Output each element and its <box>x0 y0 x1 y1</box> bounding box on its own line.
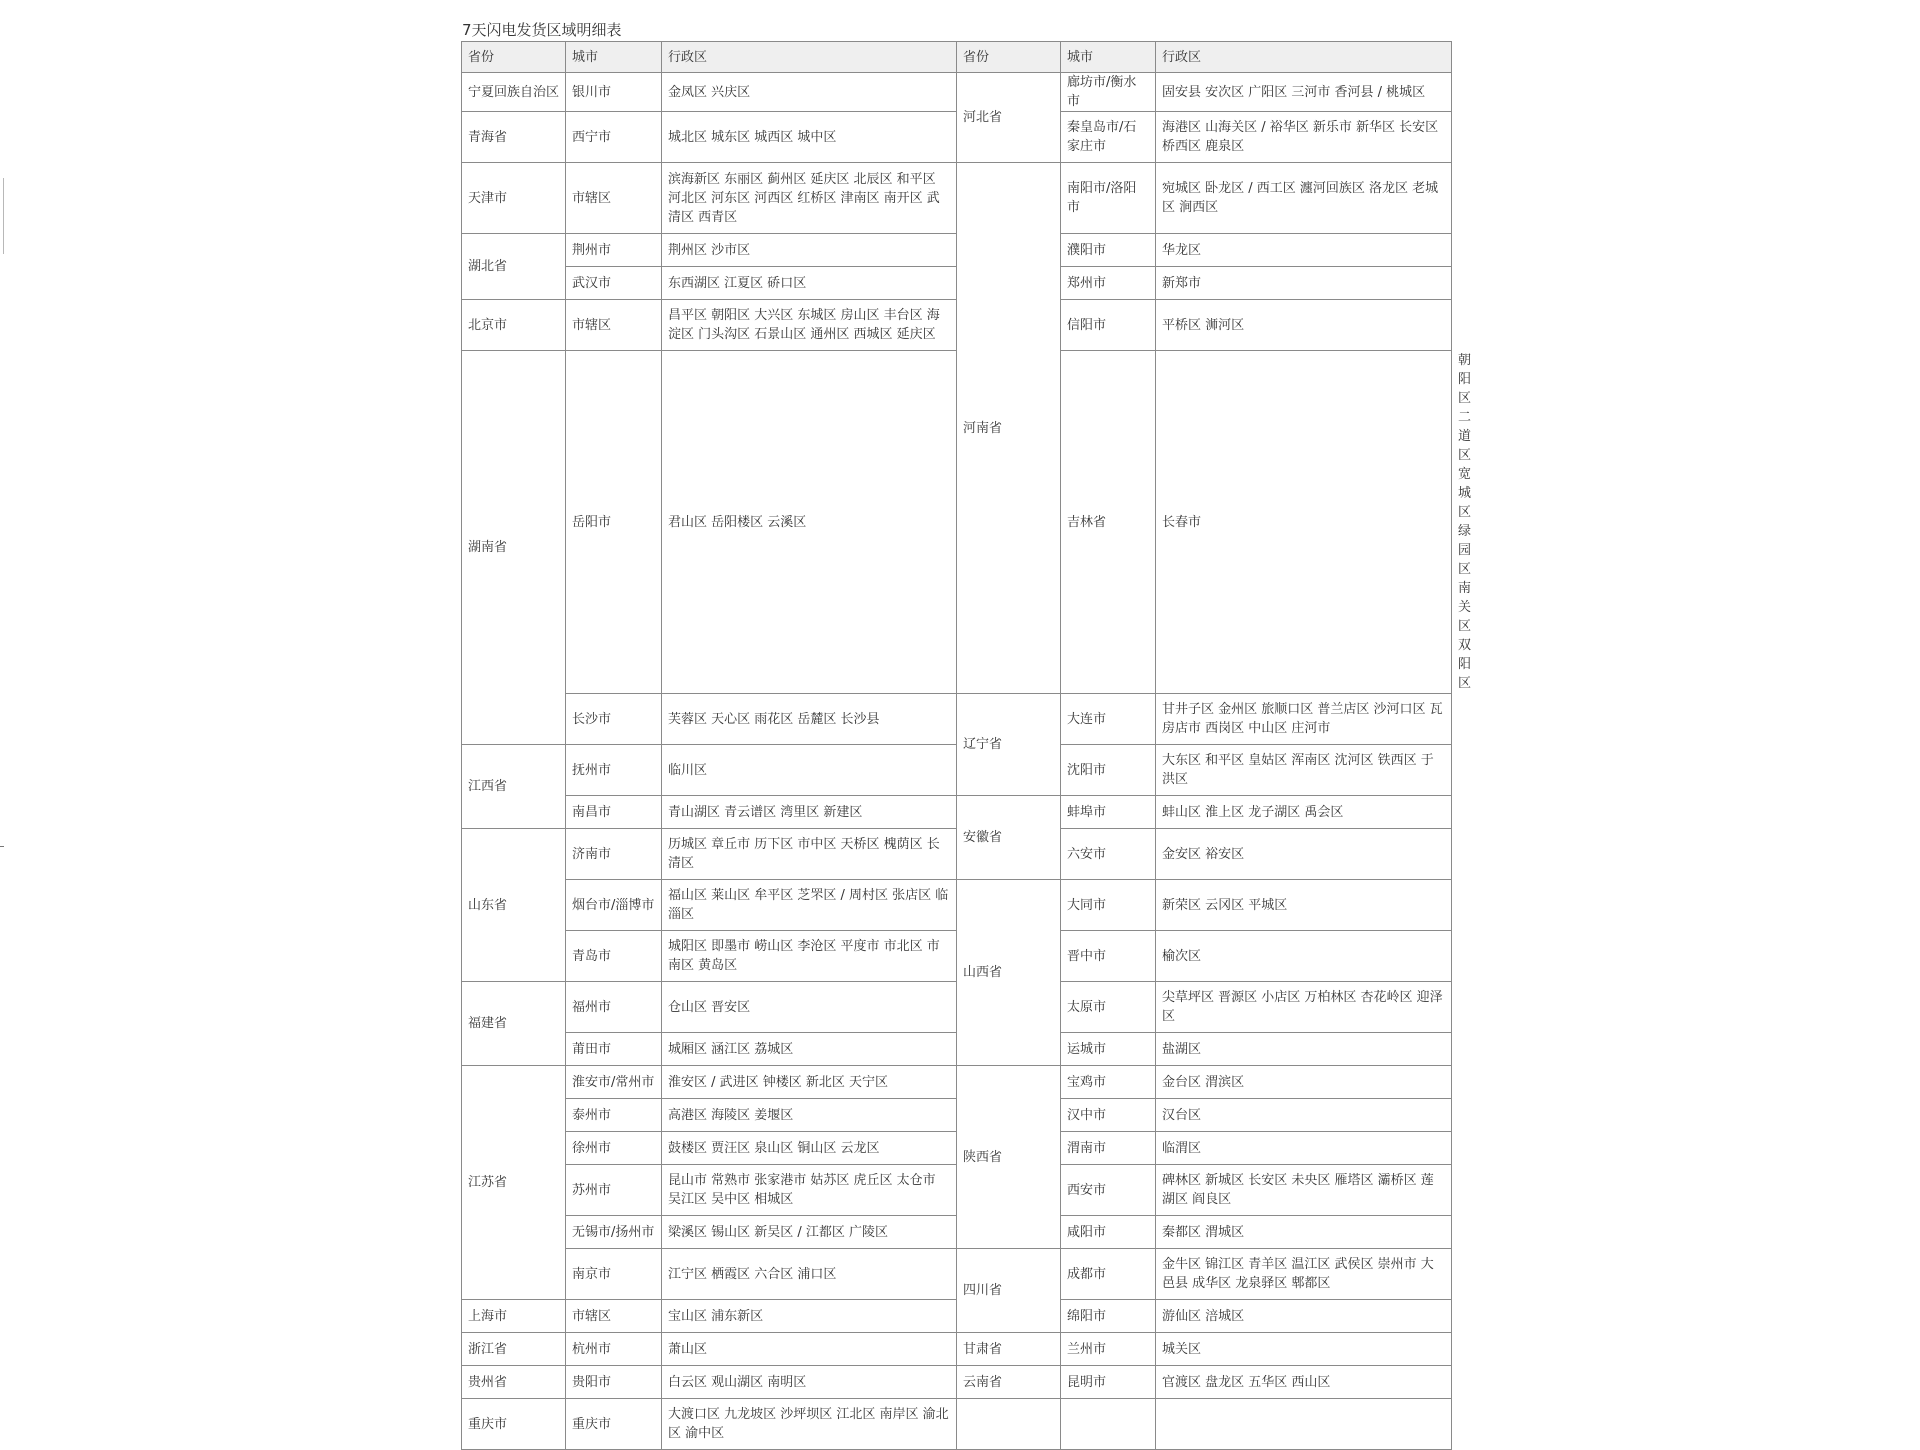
city-cell: 荆州市 <box>566 234 662 267</box>
table-header-row <box>462 42 1452 73</box>
province-cell: 上海市 <box>462 1300 566 1333</box>
district-cell: 滨海新区 东丽区 蓟州区 延庆区 北辰区 和平区 河北区 河东区 河西区 红桥区 津南区 南开区 武清区 西青区 <box>662 163 957 234</box>
city-cell: 沈阳市 <box>1061 745 1156 796</box>
district-cell: 金安区 裕安区 <box>1156 829 1452 880</box>
city-cell: 重庆市 <box>566 1399 662 1450</box>
city-cell: 廊坊市/衡水市 <box>1061 73 1156 112</box>
district-cell: 福山区 莱山区 牟平区 芝罘区 / 周村区 张店区 临淄区 <box>662 880 957 931</box>
district-cell: 汉台区 <box>1156 1099 1452 1132</box>
empty-cell <box>1061 1399 1156 1450</box>
city-cell: 南阳市/洛阳市 <box>1061 163 1156 234</box>
city-cell: 徐州市 <box>566 1132 662 1165</box>
district-cell: 蚌山区 淮上区 龙子湖区 禹会区 <box>1156 796 1452 829</box>
header-province: 省份 <box>462 42 566 73</box>
district-cell: 城厢区 涵江区 荔城区 <box>662 1033 957 1066</box>
city-cell: 汉中市 <box>1061 1099 1156 1132</box>
page-title: 7天闪电发货区域明细表 <box>462 21 622 39</box>
province-cell: 宁夏回族自治区 <box>462 73 566 112</box>
city-cell: 济南市 <box>566 829 662 880</box>
header-city: 城市 <box>1061 42 1156 73</box>
district-cell: 仓山区 晋安区 <box>662 982 957 1033</box>
table-row <box>462 796 1452 829</box>
empty-cell <box>957 1399 1061 1450</box>
city-cell: 秦皇岛市/石家庄市 <box>1061 112 1156 163</box>
district-cell: 高港区 海陵区 姜堰区 <box>662 1099 957 1132</box>
city-cell: 贵阳市 <box>566 1366 662 1399</box>
city-cell: 市辖区 <box>566 163 662 234</box>
city-cell: 岳阳市 <box>566 351 662 694</box>
district-cell: 大渡口区 九龙坡区 沙坪坝区 江北区 南岸区 渝北区 渝中区 <box>662 1399 957 1450</box>
city-cell: 西宁市 <box>566 112 662 163</box>
left-edge-mark <box>0 846 4 847</box>
province-cell: 山西省 <box>957 880 1061 1066</box>
district-cell: 宝山区 浦东新区 <box>662 1300 957 1333</box>
delivery-zone-table <box>461 41 1472 1450</box>
province-cell: 甘肃省 <box>957 1333 1061 1366</box>
province-cell: 陕西省 <box>957 1066 1061 1249</box>
district-cell: 金牛区 锦江区 青羊区 温江区 武侯区 崇州市 大邑县 成华区 龙泉驿区 郫都区 <box>1156 1249 1452 1300</box>
city-cell: 苏州市 <box>566 1165 662 1216</box>
district-cell: 华龙区 <box>1156 234 1452 267</box>
district-cell: 宛城区 卧龙区 / 西工区 瀍河回族区 洛龙区 老城区 涧西区 <box>1156 163 1452 234</box>
district-cell: 君山区 岳阳楼区 云溪区 <box>662 351 957 694</box>
district-cell: 盐湖区 <box>1156 1033 1452 1066</box>
document <box>461 20 1472 1450</box>
city-cell: 郑州市 <box>1061 267 1156 300</box>
city-cell: 杭州市 <box>566 1333 662 1366</box>
table-row <box>462 694 1452 745</box>
province-cell: 江西省 <box>462 745 566 829</box>
district-cell: 游仙区 涪城区 <box>1156 1300 1452 1333</box>
district-cell: 萧山区 <box>662 1333 957 1366</box>
city-cell: 运城市 <box>1061 1033 1156 1066</box>
district-cell: 历城区 章丘市 历下区 市中区 天桥区 槐荫区 长清区 <box>662 829 957 880</box>
district-cell: 临渭区 <box>1156 1132 1452 1165</box>
table-row <box>462 1249 1452 1300</box>
city-cell: 青岛市 <box>566 931 662 982</box>
district-cell: 新郑市 <box>1156 267 1452 300</box>
header-district: 行政区 <box>1156 42 1452 73</box>
district-cell: 临川区 <box>662 745 957 796</box>
province-cell: 安徽省 <box>957 796 1061 880</box>
table-row <box>462 880 1452 931</box>
district-cell: 大东区 和平区 皇姑区 浑南区 沈河区 铁西区 于洪区 <box>1156 745 1452 796</box>
city-cell: 信阳市 <box>1061 300 1156 351</box>
city-cell: 南昌市 <box>566 796 662 829</box>
city-cell: 长春市 <box>1156 351 1452 694</box>
city-cell: 西安市 <box>1061 1165 1156 1216</box>
city-cell: 市辖区 <box>566 1300 662 1333</box>
province-cell: 河北省 <box>957 73 1061 163</box>
district-cell: 芙蓉区 天心区 雨花区 岳麓区 长沙县 <box>662 694 957 745</box>
table-row <box>462 163 1452 234</box>
province-cell: 湖南省 <box>462 351 566 745</box>
city-cell: 淮安市/常州市 <box>566 1066 662 1099</box>
empty-cell <box>1156 1399 1452 1450</box>
city-cell: 六安市 <box>1061 829 1156 880</box>
city-cell: 烟台市/淄博市 <box>566 880 662 931</box>
table-row <box>462 1333 1452 1366</box>
province-cell: 辽宁省 <box>957 694 1061 796</box>
district-cell: 海港区 山海关区 / 裕华区 新乐市 新华区 长安区 桥西区 鹿泉区 <box>1156 112 1452 163</box>
district-cell: 平桥区 浉河区 <box>1156 300 1452 351</box>
province-cell: 贵州省 <box>462 1366 566 1399</box>
header-city: 城市 <box>566 42 662 73</box>
district-cell: 甘井子区 金州区 旅顺口区 普兰店区 沙河口区 瓦房店市 西岗区 中山区 庄河市 <box>1156 694 1452 745</box>
table-row: 湖南省 岳阳市 君山区 岳阳楼区 云溪区 吉林省 长春市 朝阳区 二道区 宽城区 绿园区 南关区 双阳区 <box>462 351 1452 694</box>
city-cell: 武汉市 <box>566 267 662 300</box>
district-cell: 昌平区 朝阳区 大兴区 东城区 房山区 丰台区 海淀区 门头沟区 石景山区 通州区 西城区 延庆区 <box>662 300 957 351</box>
province-cell: 吉林省 <box>1061 351 1156 694</box>
district-cell: 官渡区 盘龙区 五华区 西山区 <box>1156 1366 1452 1399</box>
city-cell: 濮阳市 <box>1061 234 1156 267</box>
district-cell: 金台区 渭滨区 <box>1156 1066 1452 1099</box>
city-cell: 南京市 <box>566 1249 662 1300</box>
district-cell: 固安县 安次区 广阳区 三河市 香河县 / 桃城区 <box>1156 73 1452 112</box>
province-cell: 湖北省 <box>462 234 566 300</box>
district-cell: 城关区 <box>1156 1333 1452 1366</box>
district-cell: 荆州区 沙市区 <box>662 234 957 267</box>
district-cell: 榆次区 <box>1156 931 1452 982</box>
city-cell: 长沙市 <box>566 694 662 745</box>
district-cell: 江宁区 栖霞区 六合区 浦口区 <box>662 1249 957 1300</box>
table-row <box>462 1366 1452 1399</box>
table-row <box>462 1399 1452 1450</box>
city-cell: 泰州市 <box>566 1099 662 1132</box>
left-edge-rule <box>3 178 4 254</box>
province-cell: 北京市 <box>462 300 566 351</box>
city-cell: 蚌埠市 <box>1061 796 1156 829</box>
city-cell: 绵阳市 <box>1061 1300 1156 1333</box>
province-cell: 天津市 <box>462 163 566 234</box>
district-cell: 城阳区 即墨市 崂山区 李沧区 平度市 市北区 市南区 黄岛区 <box>662 931 957 982</box>
header-province: 省份 <box>957 42 1061 73</box>
district-cell: 昆山市 常熟市 张家港市 姑苏区 虎丘区 太仓市 吴江区 吴中区 相城区 <box>662 1165 957 1216</box>
district-cell: 淮安区 / 武进区 钟楼区 新北区 天宁区 <box>662 1066 957 1099</box>
city-cell: 兰州市 <box>1061 1333 1156 1366</box>
district-cell: 金凤区 兴庆区 <box>662 73 957 112</box>
city-cell: 抚州市 <box>566 745 662 796</box>
province-cell: 江苏省 <box>462 1066 566 1300</box>
city-cell: 宝鸡市 <box>1061 1066 1156 1099</box>
city-cell: 银川市 <box>566 73 662 112</box>
district-cell: 鼓楼区 贾汪区 泉山区 铜山区 云龙区 <box>662 1132 957 1165</box>
city-cell: 市辖区 <box>566 300 662 351</box>
district-cell: 梁溪区 锡山区 新吴区 / 江都区 广陵区 <box>662 1216 957 1249</box>
district-cell: 新荣区 云冈区 平城区 <box>1156 880 1452 931</box>
district-cell: 尖草坪区 晋源区 小店区 万柏林区 杏花岭区 迎泽区 <box>1156 982 1452 1033</box>
city-cell: 昆明市 <box>1061 1366 1156 1399</box>
city-cell: 大连市 <box>1061 694 1156 745</box>
header-district: 行政区 <box>662 42 957 73</box>
table-row <box>462 73 1452 112</box>
province-cell: 四川省 <box>957 1249 1061 1333</box>
city-cell: 莆田市 <box>566 1033 662 1066</box>
city-cell: 成都市 <box>1061 1249 1156 1300</box>
city-cell: 咸阳市 <box>1061 1216 1156 1249</box>
city-cell: 无锡市/扬州市 <box>566 1216 662 1249</box>
district-cell: 青山湖区 青云谱区 湾里区 新建区 <box>662 796 957 829</box>
district-cell: 东西湖区 江夏区 硚口区 <box>662 267 957 300</box>
district-cell: 秦都区 渭城区 <box>1156 1216 1452 1249</box>
province-cell: 重庆市 <box>462 1399 566 1450</box>
table-row <box>462 1066 1452 1099</box>
province-cell: 浙江省 <box>462 1333 566 1366</box>
province-cell: 青海省 <box>462 112 566 163</box>
district-cell: 城北区 城东区 城西区 城中区 <box>662 112 957 163</box>
province-cell: 河南省 <box>957 163 1061 694</box>
province-cell: 云南省 <box>957 1366 1061 1399</box>
province-cell: 福建省 <box>462 982 566 1066</box>
city-cell: 大同市 <box>1061 880 1156 931</box>
province-cell: 山东省 <box>462 829 566 982</box>
city-cell: 福州市 <box>566 982 662 1033</box>
district-cell: 碑林区 新城区 长安区 未央区 雁塔区 灞桥区 莲湖区 阎良区 <box>1156 1165 1452 1216</box>
city-cell: 渭南市 <box>1061 1132 1156 1165</box>
city-cell: 晋中市 <box>1061 931 1156 982</box>
district-cell: 白云区 观山湖区 南明区 <box>662 1366 957 1399</box>
city-cell: 太原市 <box>1061 982 1156 1033</box>
